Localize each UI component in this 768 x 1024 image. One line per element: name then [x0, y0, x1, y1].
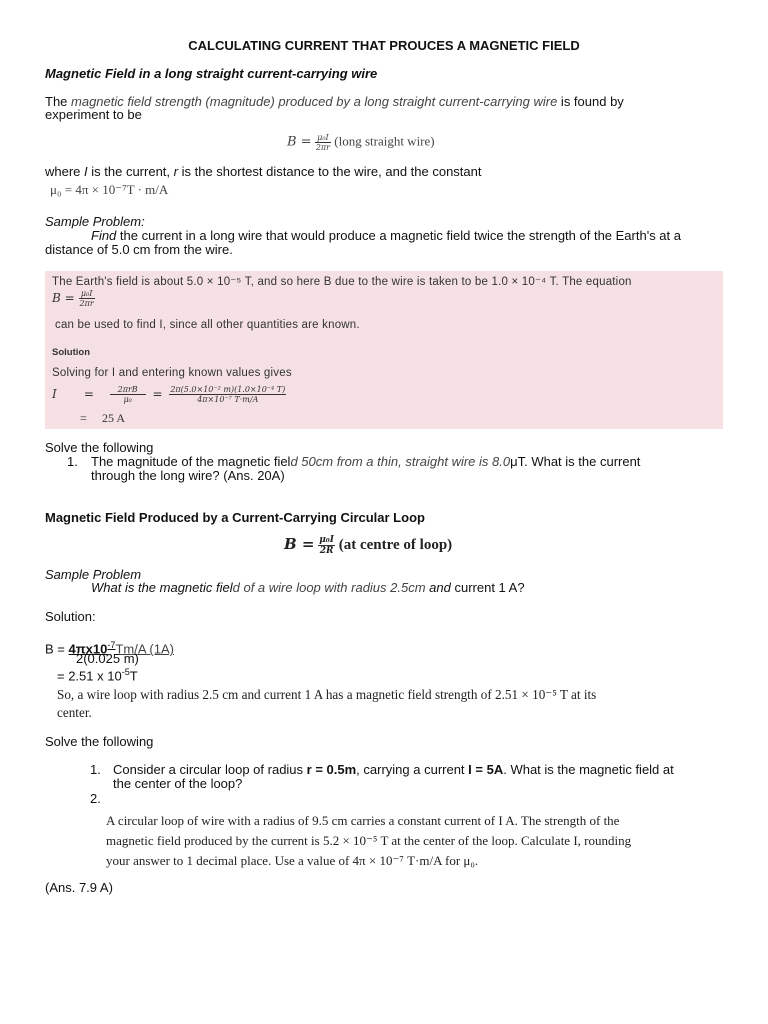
solve2-item2-line2: magnetic field produced by the current is 5.2 × 10⁻⁵ T at the center of the loop. Calculate I, rounding: [106, 833, 632, 848]
calc1-numerator-bold: 4πx10: [68, 641, 108, 657]
calc3-unit: T: [129, 668, 138, 684]
box-eq2-lhs: I: [52, 387, 57, 401]
loop-formula-note: (at centre of loop): [338, 537, 453, 553]
sample2-text-c: and: [429, 580, 451, 595]
box-result-value: 25 A: [102, 411, 126, 425]
sample2-text-b: d of a wire loop with radius 2.5cm: [232, 580, 430, 595]
box-eq2-frac2-num: 2π(5.0×10⁻² m)(1.0×10⁻⁴ T): [170, 385, 286, 394]
section-heading-straight-wire: Magnetic Field in a long straight current-carrying wire: [45, 66, 378, 81]
box-eq-numerator: μ₀I: [79, 289, 95, 299]
calc3-exponent: -5: [121, 667, 130, 677]
where-line: [45, 165, 482, 179]
formula-circular-loop: [284, 535, 452, 556]
solve2-item2-line1: A circular loop of wire with a radius of 9.5 cm carries a constant current of I A. The strength of the: [106, 813, 620, 828]
solve-label-2: Solve the following: [45, 734, 154, 749]
section-heading-circular-loop: Magnetic Field Produced by a Current-Carrying Circular Loop: [45, 510, 425, 525]
box-equation: [52, 289, 95, 308]
page-title: CALCULATING CURRENT THAT PROUCES A MAGNETIC FIELD: [188, 38, 580, 53]
solve2-item1-text-a: Consider a circular loop of radius: [113, 762, 307, 777]
calc-line3: [57, 665, 138, 683]
solve2-item1: [113, 763, 674, 777]
sample2-question: [91, 581, 525, 595]
solve2-item1-current: I = 5A: [468, 762, 504, 777]
sample2-solution-label: Solution:: [45, 609, 96, 624]
formula-lhs: B =: [287, 134, 312, 150]
intro-text: The: [45, 94, 72, 109]
solve1-item1-text-end: μT. What is the current: [510, 454, 641, 469]
sample-problem-line1: [91, 229, 681, 243]
solve2-item1-number: 1.: [90, 762, 101, 777]
sample-problem-text: the current in a long wire that would produce a magnetic field twice the strength of the Earth's at a: [116, 228, 681, 243]
solve1-item1: [91, 455, 640, 469]
solve2-item1-radius: r = 0.5m: [306, 762, 357, 777]
intro-paragraph-line2: experiment to be: [45, 107, 142, 122]
sample-problem-label: Sample Problem:: [45, 214, 145, 229]
where-var-r: r: [173, 164, 178, 179]
intro-italic-text: magnetic field strength (magnitude) produced by a long straight current-carrying wire: [71, 94, 558, 109]
calc1-exponent: -7: [107, 640, 116, 650]
where-text-a: where: [45, 164, 85, 179]
box-eq2-equals: =: [83, 387, 94, 401]
so-line1: So, a wire loop with radius 2.5 cm and current 1 A has a magnetic field strength of 2.51 × 10⁻⁵ T at its: [57, 687, 597, 702]
where-text-b: is the current,: [87, 164, 174, 179]
sample-find-word: Find: [91, 228, 117, 243]
where-var-i: I: [84, 164, 88, 179]
sample2-text-d: current 1 A?: [450, 580, 525, 595]
box-eq2-frac2-den: 4π×10⁻⁷ T·m/A: [197, 395, 259, 404]
formula-numerator: μ₀I: [315, 133, 331, 143]
loop-formula-denominator: 2R: [319, 546, 334, 557]
solve1-item1-italic: d 50cm from a thin, straight wire is 8.0: [290, 454, 511, 469]
box-eq-denominator: 2πr: [79, 299, 94, 308]
box-eq2-frac1-den: μ₀: [123, 395, 132, 404]
answer-line: (Ans. 7.9 A): [45, 880, 113, 895]
box-result-equals: =: [80, 411, 87, 425]
intro-text-end: is found by: [557, 94, 624, 109]
solve1-item1-line2: through the long wire? (Ans. 20A): [91, 468, 285, 483]
worked-solution-box: [45, 271, 723, 429]
calc-line2: 2(0.025 m): [76, 651, 139, 666]
calc1-numerator-units: Tm/A (1A): [115, 641, 174, 657]
box-solving-line: Solving for I and entering known values gives: [52, 367, 292, 379]
solve1-item1-number: 1.: [67, 454, 78, 469]
formula-straight-wire: [287, 133, 435, 152]
box-eq-lhs: B =: [52, 291, 75, 305]
sample2-text-a: What is the magnetic fiel: [91, 580, 233, 595]
loop-formula-lhs: B =: [284, 535, 315, 553]
where-text-c: is the shortest distance to the wire, and the constant: [177, 164, 482, 179]
box-eq2-frac1-num: 2πrB: [110, 385, 146, 395]
sample2-label: Sample Problem: [45, 567, 142, 582]
loop-formula-numerator: μ₀I: [319, 535, 334, 546]
formula-denominator: 2πr: [315, 143, 330, 152]
box-line1: The Earth's field is about 5.0 × 10⁻⁵ T, and so here B due to the wire is taken to be 1.0 × 10⁻⁴ T. The equation: [52, 276, 632, 288]
solve-label-1: Solve the following: [45, 440, 154, 455]
box-equation2: I = $\frac{\text{2πrB}}{\text{μ₀}}$ = $\frac{\text{2π(5.0×10⁻² m)(1.0×10⁻⁴ T)}}{\text{4π×10⁻⁷ T·m/A}}$: [52, 385, 286, 404]
mu-constant-formula: μ₀ = 4π × 10⁻⁷T · m/A: [50, 182, 169, 197]
calc3-value: = 2.51 x 10: [57, 668, 122, 684]
so-line2: center.: [57, 705, 92, 720]
box-solution-label: Solution: [52, 347, 90, 358]
solve2-item1-text-b: , carrying a current: [356, 762, 469, 777]
solve2-item1-line2: the center of the loop?: [113, 776, 243, 791]
solve2-item2-number: 2.: [90, 791, 101, 806]
box-line2: can be used to find I, since all other quantities are known.: [55, 319, 360, 331]
solve2-item1-text-c: . What is the magnetic field at: [503, 762, 674, 777]
solve2-item2-line3: your answer to 1 decimal place. Use a value of 4π × 10⁻⁷ T·m/A for μ₀.: [106, 853, 479, 868]
sample-problem-line2: distance of 5.0 cm from the wire.: [45, 242, 233, 257]
calc1-prefix: B =: [45, 641, 69, 657]
formula-note: (long straight wire): [334, 133, 435, 149]
box-result: [80, 411, 125, 426]
solve1-item1-text: The magnitude of the magnetic fiel: [91, 454, 291, 469]
